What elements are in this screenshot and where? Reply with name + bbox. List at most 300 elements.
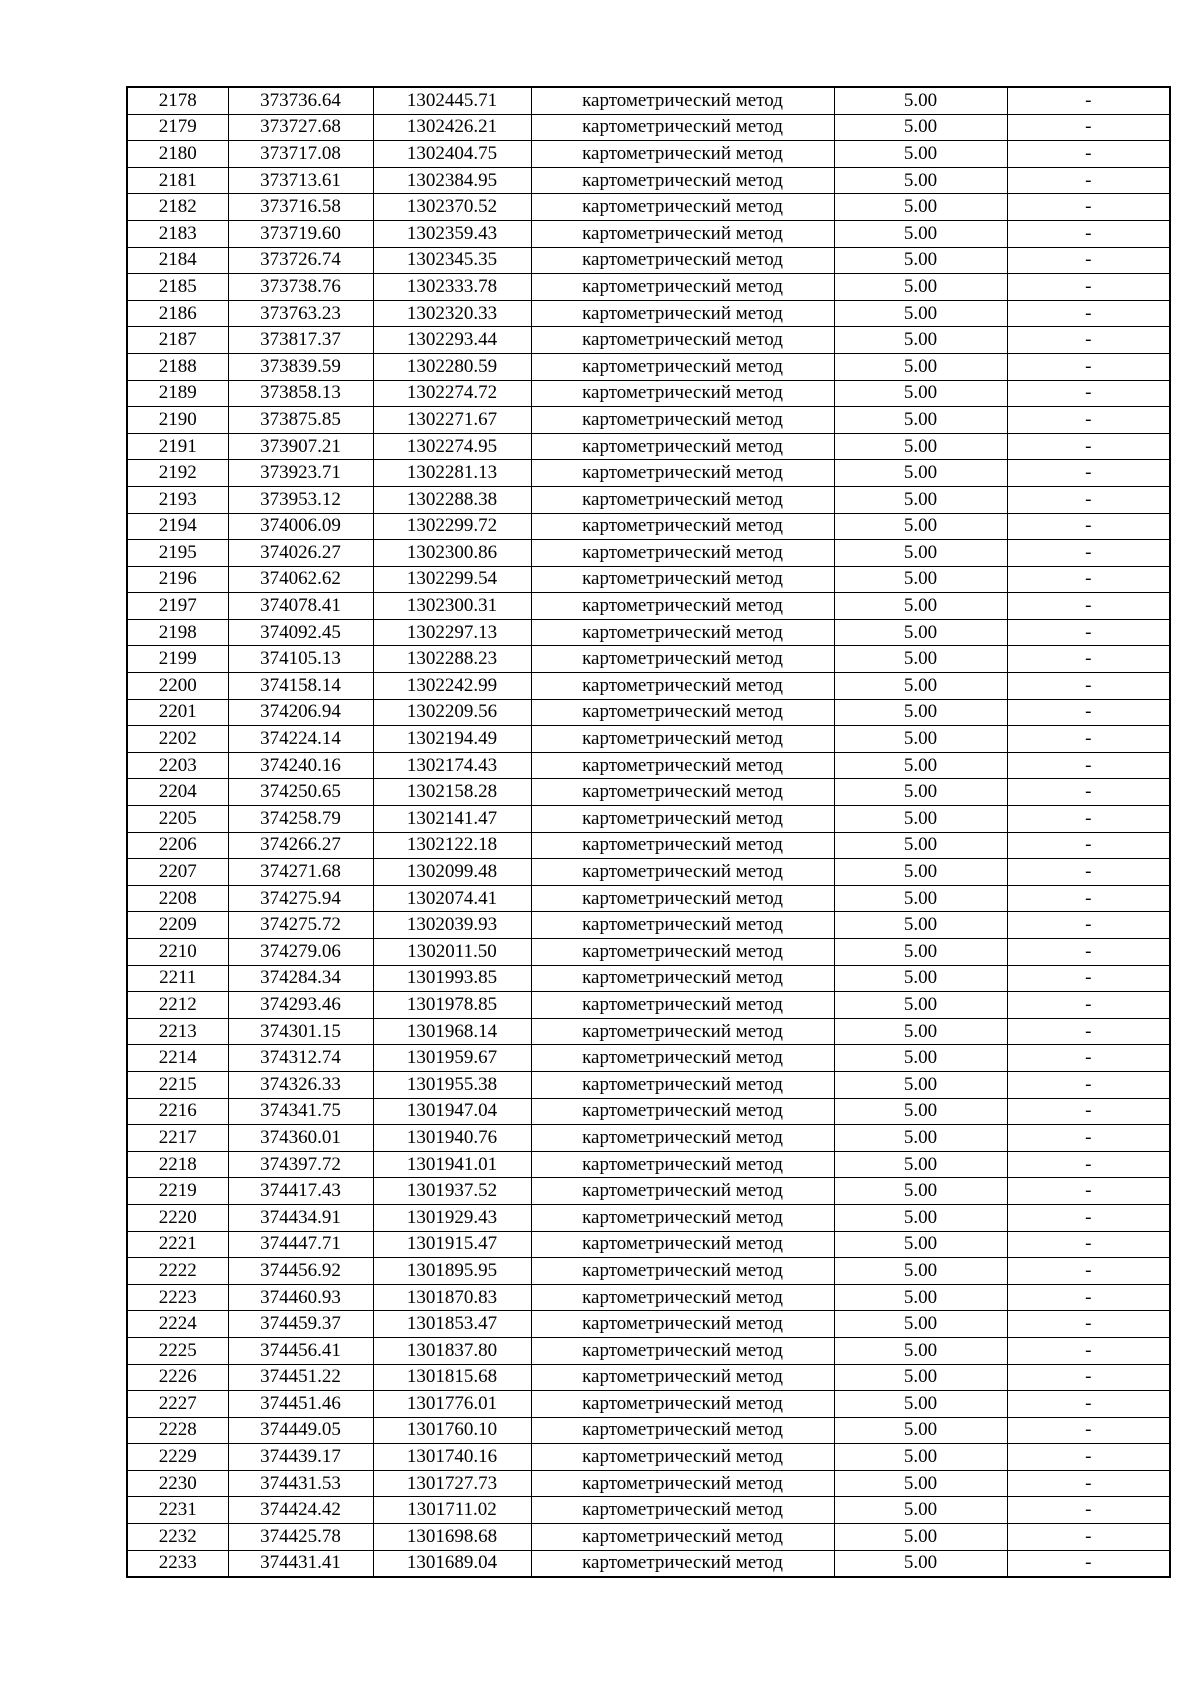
- description-cell: -: [1007, 1045, 1170, 1072]
- accuracy-cell: 5.00: [834, 939, 1007, 966]
- table-row: [127, 939, 1170, 966]
- accuracy-cell: 5.00: [834, 167, 1007, 194]
- description-cell: -: [1007, 380, 1170, 407]
- point-number-cell: 2192: [127, 460, 228, 487]
- method-cell: картометрический метод: [531, 513, 834, 540]
- x-coordinate-cell: 373726.74: [228, 247, 373, 274]
- accuracy-cell: 5.00: [834, 806, 1007, 833]
- x-coordinate-cell: 374026.27: [228, 540, 373, 567]
- x-coordinate-cell: 374425.78: [228, 1524, 373, 1551]
- x-coordinate-cell: 374397.72: [228, 1151, 373, 1178]
- y-coordinate-cell: 1301968.14: [373, 1018, 531, 1045]
- method-cell: картометрический метод: [531, 593, 834, 620]
- description-cell: -: [1007, 832, 1170, 859]
- x-coordinate-cell: 374158.14: [228, 673, 373, 700]
- table-row: [127, 300, 1170, 327]
- table-row: [127, 1258, 1170, 1285]
- table-row: [127, 460, 1170, 487]
- description-cell: -: [1007, 353, 1170, 380]
- point-number-cell: 2183: [127, 220, 228, 247]
- description-cell: -: [1007, 1125, 1170, 1152]
- table-row: [127, 353, 1170, 380]
- y-coordinate-cell: 1302242.99: [373, 673, 531, 700]
- method-cell: картометрический метод: [531, 752, 834, 779]
- method-cell: картометрический метод: [531, 274, 834, 301]
- y-coordinate-cell: 1302011.50: [373, 939, 531, 966]
- table-row: [127, 327, 1170, 354]
- point-number-cell: 2189: [127, 380, 228, 407]
- method-cell: картометрический метод: [531, 300, 834, 327]
- method-cell: картометрический метод: [531, 1470, 834, 1497]
- x-coordinate-cell: 374266.27: [228, 832, 373, 859]
- point-number-cell: 2231: [127, 1497, 228, 1524]
- y-coordinate-cell: 1302426.21: [373, 114, 531, 141]
- method-cell: картометрический метод: [531, 646, 834, 673]
- method-cell: картометрический метод: [531, 1311, 834, 1338]
- point-number-cell: 2204: [127, 779, 228, 806]
- accuracy-cell: 5.00: [834, 1391, 1007, 1418]
- accuracy-cell: 5.00: [834, 1204, 1007, 1231]
- accuracy-cell: 5.00: [834, 566, 1007, 593]
- y-coordinate-cell: 1302300.31: [373, 593, 531, 620]
- accuracy-cell: 5.00: [834, 1098, 1007, 1125]
- table-row: [127, 1550, 1170, 1577]
- x-coordinate-cell: 374250.65: [228, 779, 373, 806]
- table-row: [127, 433, 1170, 460]
- accuracy-cell: 5.00: [834, 407, 1007, 434]
- description-cell: -: [1007, 1391, 1170, 1418]
- description-cell: -: [1007, 1417, 1170, 1444]
- description-cell: -: [1007, 885, 1170, 912]
- accuracy-cell: 5.00: [834, 1284, 1007, 1311]
- table-row: [127, 699, 1170, 726]
- table-row: [127, 885, 1170, 912]
- y-coordinate-cell: 1302445.71: [373, 87, 531, 114]
- y-coordinate-cell: 1301940.76: [373, 1125, 531, 1152]
- x-coordinate-cell: 374293.46: [228, 992, 373, 1019]
- method-cell: картометрический метод: [531, 460, 834, 487]
- accuracy-cell: 5.00: [834, 433, 1007, 460]
- method-cell: картометрический метод: [531, 885, 834, 912]
- description-cell: -: [1007, 433, 1170, 460]
- description-cell: -: [1007, 1204, 1170, 1231]
- accuracy-cell: 5.00: [834, 1470, 1007, 1497]
- x-coordinate-cell: 373923.71: [228, 460, 373, 487]
- point-number-cell: 2214: [127, 1045, 228, 1072]
- method-cell: картометрический метод: [531, 1045, 834, 1072]
- description-cell: -: [1007, 1098, 1170, 1125]
- y-coordinate-cell: 1301993.85: [373, 965, 531, 992]
- y-coordinate-cell: 1302359.43: [373, 220, 531, 247]
- description-cell: -: [1007, 1231, 1170, 1258]
- x-coordinate-cell: 374456.92: [228, 1258, 373, 1285]
- method-cell: картометрический метод: [531, 114, 834, 141]
- x-coordinate-cell: 374456.41: [228, 1337, 373, 1364]
- description-cell: -: [1007, 965, 1170, 992]
- description-cell: -: [1007, 1178, 1170, 1205]
- table-row: [127, 1391, 1170, 1418]
- table-row: [127, 1071, 1170, 1098]
- table-row: [127, 407, 1170, 434]
- description-cell: -: [1007, 1337, 1170, 1364]
- point-number-cell: 2182: [127, 194, 228, 221]
- x-coordinate-cell: 373727.68: [228, 114, 373, 141]
- description-cell: -: [1007, 540, 1170, 567]
- table-row: [127, 1151, 1170, 1178]
- table-row: [127, 540, 1170, 567]
- description-cell: -: [1007, 1151, 1170, 1178]
- y-coordinate-cell: 1301711.02: [373, 1497, 531, 1524]
- point-number-cell: 2197: [127, 593, 228, 620]
- method-cell: картометрический метод: [531, 1071, 834, 1098]
- y-coordinate-cell: 1302300.86: [373, 540, 531, 567]
- method-cell: картометрический метод: [531, 859, 834, 886]
- table-row: [127, 1125, 1170, 1152]
- method-cell: картометрический метод: [531, 806, 834, 833]
- method-cell: картометрический метод: [531, 673, 834, 700]
- point-number-cell: 2227: [127, 1391, 228, 1418]
- point-number-cell: 2194: [127, 513, 228, 540]
- method-cell: картометрический метод: [531, 779, 834, 806]
- point-number-cell: 2198: [127, 619, 228, 646]
- x-coordinate-cell: 373719.60: [228, 220, 373, 247]
- accuracy-cell: 5.00: [834, 141, 1007, 168]
- point-number-cell: 2203: [127, 752, 228, 779]
- method-cell: картометрический метод: [531, 1364, 834, 1391]
- description-cell: -: [1007, 460, 1170, 487]
- point-number-cell: 2184: [127, 247, 228, 274]
- point-number-cell: 2179: [127, 114, 228, 141]
- method-cell: картометрический метод: [531, 1444, 834, 1471]
- y-coordinate-cell: 1302299.54: [373, 566, 531, 593]
- point-number-cell: 2209: [127, 912, 228, 939]
- table-row: [127, 513, 1170, 540]
- point-number-cell: 2206: [127, 832, 228, 859]
- accuracy-cell: 5.00: [834, 699, 1007, 726]
- y-coordinate-cell: 1302274.72: [373, 380, 531, 407]
- table-row: [127, 806, 1170, 833]
- point-number-cell: 2224: [127, 1311, 228, 1338]
- description-cell: -: [1007, 646, 1170, 673]
- point-number-cell: 2216: [127, 1098, 228, 1125]
- point-number-cell: 2207: [127, 859, 228, 886]
- y-coordinate-cell: 1301837.80: [373, 1337, 531, 1364]
- point-number-cell: 2233: [127, 1550, 228, 1577]
- point-number-cell: 2232: [127, 1524, 228, 1551]
- method-cell: картометрический метод: [531, 327, 834, 354]
- accuracy-cell: 5.00: [834, 885, 1007, 912]
- table-row: [127, 114, 1170, 141]
- table-row: [127, 194, 1170, 221]
- method-cell: картометрический метод: [531, 1231, 834, 1258]
- y-coordinate-cell: 1301776.01: [373, 1391, 531, 1418]
- x-coordinate-cell: 373717.08: [228, 141, 373, 168]
- accuracy-cell: 5.00: [834, 1524, 1007, 1551]
- table-row: [127, 1045, 1170, 1072]
- table-row: [127, 992, 1170, 1019]
- table-row: [127, 832, 1170, 859]
- y-coordinate-cell: 1302141.47: [373, 806, 531, 833]
- x-coordinate-cell: 374451.46: [228, 1391, 373, 1418]
- table-row: [127, 141, 1170, 168]
- description-cell: -: [1007, 1470, 1170, 1497]
- y-coordinate-cell: 1301978.85: [373, 992, 531, 1019]
- point-number-cell: 2187: [127, 327, 228, 354]
- x-coordinate-cell: 374078.41: [228, 593, 373, 620]
- y-coordinate-cell: 1302122.18: [373, 832, 531, 859]
- y-coordinate-cell: 1301947.04: [373, 1098, 531, 1125]
- accuracy-cell: 5.00: [834, 965, 1007, 992]
- method-cell: картометрический метод: [531, 1098, 834, 1125]
- accuracy-cell: 5.00: [834, 1125, 1007, 1152]
- table-row: [127, 726, 1170, 753]
- table-row: [127, 1444, 1170, 1471]
- description-cell: -: [1007, 1497, 1170, 1524]
- accuracy-cell: 5.00: [834, 353, 1007, 380]
- description-cell: -: [1007, 1284, 1170, 1311]
- description-cell: -: [1007, 194, 1170, 221]
- method-cell: картометрический метод: [531, 353, 834, 380]
- method-cell: картометрический метод: [531, 407, 834, 434]
- method-cell: картометрический метод: [531, 141, 834, 168]
- point-number-cell: 2180: [127, 141, 228, 168]
- accuracy-cell: 5.00: [834, 194, 1007, 221]
- y-coordinate-cell: 1302288.38: [373, 486, 531, 513]
- description-cell: -: [1007, 486, 1170, 513]
- point-number-cell: 2200: [127, 673, 228, 700]
- x-coordinate-cell: 374417.43: [228, 1178, 373, 1205]
- table-row: [127, 593, 1170, 620]
- point-number-cell: 2193: [127, 486, 228, 513]
- accuracy-cell: 5.00: [834, 513, 1007, 540]
- x-coordinate-cell: 374434.91: [228, 1204, 373, 1231]
- x-coordinate-cell: 374459.37: [228, 1311, 373, 1338]
- x-coordinate-cell: 374279.06: [228, 939, 373, 966]
- x-coordinate-cell: 374326.33: [228, 1071, 373, 1098]
- method-cell: картометрический метод: [531, 220, 834, 247]
- description-cell: -: [1007, 300, 1170, 327]
- x-coordinate-cell: 374092.45: [228, 619, 373, 646]
- method-cell: картометрический метод: [531, 1417, 834, 1444]
- x-coordinate-cell: 373817.37: [228, 327, 373, 354]
- x-coordinate-cell: 373713.61: [228, 167, 373, 194]
- accuracy-cell: 5.00: [834, 1444, 1007, 1471]
- table-row: [127, 673, 1170, 700]
- point-number-cell: 2218: [127, 1151, 228, 1178]
- description-cell: -: [1007, 1258, 1170, 1285]
- method-cell: картометрический метод: [531, 1550, 834, 1577]
- description-cell: -: [1007, 859, 1170, 886]
- method-cell: картометрический метод: [531, 699, 834, 726]
- x-coordinate-cell: 374284.34: [228, 965, 373, 992]
- point-number-cell: 2208: [127, 885, 228, 912]
- point-number-cell: 2191: [127, 433, 228, 460]
- accuracy-cell: 5.00: [834, 300, 1007, 327]
- description-cell: -: [1007, 1018, 1170, 1045]
- table-row: [127, 380, 1170, 407]
- point-number-cell: 2181: [127, 167, 228, 194]
- accuracy-cell: 5.00: [834, 752, 1007, 779]
- description-cell: -: [1007, 1444, 1170, 1471]
- description-cell: -: [1007, 87, 1170, 114]
- x-coordinate-cell: 374275.94: [228, 885, 373, 912]
- y-coordinate-cell: 1302194.49: [373, 726, 531, 753]
- x-coordinate-cell: 374431.53: [228, 1470, 373, 1497]
- y-coordinate-cell: 1302320.33: [373, 300, 531, 327]
- description-cell: -: [1007, 1524, 1170, 1551]
- description-cell: -: [1007, 274, 1170, 301]
- table-row: [127, 87, 1170, 114]
- table-row: [127, 1098, 1170, 1125]
- y-coordinate-cell: 1302280.59: [373, 353, 531, 380]
- y-coordinate-cell: 1302074.41: [373, 885, 531, 912]
- table-row: [127, 1178, 1170, 1205]
- accuracy-cell: 5.00: [834, 859, 1007, 886]
- y-coordinate-cell: 1302281.13: [373, 460, 531, 487]
- method-cell: картометрический метод: [531, 566, 834, 593]
- table-row: [127, 1337, 1170, 1364]
- x-coordinate-cell: 373839.59: [228, 353, 373, 380]
- description-cell: -: [1007, 992, 1170, 1019]
- table-row: [127, 247, 1170, 274]
- x-coordinate-cell: 374301.15: [228, 1018, 373, 1045]
- accuracy-cell: 5.00: [834, 1364, 1007, 1391]
- accuracy-cell: 5.00: [834, 1151, 1007, 1178]
- point-number-cell: 2221: [127, 1231, 228, 1258]
- description-cell: -: [1007, 726, 1170, 753]
- point-number-cell: 2199: [127, 646, 228, 673]
- method-cell: картометрический метод: [531, 87, 834, 114]
- point-number-cell: 2178: [127, 87, 228, 114]
- description-cell: -: [1007, 619, 1170, 646]
- method-cell: картометрический метод: [531, 832, 834, 859]
- accuracy-cell: 5.00: [834, 220, 1007, 247]
- method-cell: картометрический метод: [531, 247, 834, 274]
- table-row: [127, 1204, 1170, 1231]
- y-coordinate-cell: 1301959.67: [373, 1045, 531, 1072]
- method-cell: картометрический метод: [531, 433, 834, 460]
- y-coordinate-cell: 1302174.43: [373, 752, 531, 779]
- y-coordinate-cell: 1302271.67: [373, 407, 531, 434]
- accuracy-cell: 5.00: [834, 912, 1007, 939]
- accuracy-cell: 5.00: [834, 779, 1007, 806]
- accuracy-cell: 5.00: [834, 1071, 1007, 1098]
- description-cell: -: [1007, 407, 1170, 434]
- method-cell: картометрический метод: [531, 167, 834, 194]
- y-coordinate-cell: 1302039.93: [373, 912, 531, 939]
- description-cell: -: [1007, 1311, 1170, 1338]
- x-coordinate-cell: 374271.68: [228, 859, 373, 886]
- point-number-cell: 2202: [127, 726, 228, 753]
- table-row: [127, 619, 1170, 646]
- method-cell: картометрический метод: [531, 992, 834, 1019]
- point-number-cell: 2219: [127, 1178, 228, 1205]
- method-cell: картометрический метод: [531, 486, 834, 513]
- y-coordinate-cell: 1301915.47: [373, 1231, 531, 1258]
- table-row: [127, 274, 1170, 301]
- point-number-cell: 2186: [127, 300, 228, 327]
- description-cell: -: [1007, 114, 1170, 141]
- point-number-cell: 2196: [127, 566, 228, 593]
- method-cell: картометрический метод: [531, 939, 834, 966]
- table-row: [127, 1470, 1170, 1497]
- method-cell: картометрический метод: [531, 1391, 834, 1418]
- method-cell: картометрический метод: [531, 1178, 834, 1205]
- x-coordinate-cell: 374275.72: [228, 912, 373, 939]
- x-coordinate-cell: 373716.58: [228, 194, 373, 221]
- x-coordinate-cell: 374240.16: [228, 752, 373, 779]
- description-cell: -: [1007, 806, 1170, 833]
- method-cell: картометрический метод: [531, 1151, 834, 1178]
- point-number-cell: 2190: [127, 407, 228, 434]
- point-number-cell: 2201: [127, 699, 228, 726]
- y-coordinate-cell: 1301895.95: [373, 1258, 531, 1285]
- y-coordinate-cell: 1302299.72: [373, 513, 531, 540]
- method-cell: картометрический метод: [531, 540, 834, 567]
- description-cell: -: [1007, 939, 1170, 966]
- accuracy-cell: 5.00: [834, 1337, 1007, 1364]
- accuracy-cell: 5.00: [834, 486, 1007, 513]
- table-row: [127, 859, 1170, 886]
- accuracy-cell: 5.00: [834, 1497, 1007, 1524]
- x-coordinate-cell: 373738.76: [228, 274, 373, 301]
- method-cell: картометрический метод: [531, 1125, 834, 1152]
- description-cell: -: [1007, 752, 1170, 779]
- y-coordinate-cell: 1301698.68: [373, 1524, 531, 1551]
- point-number-cell: 2220: [127, 1204, 228, 1231]
- accuracy-cell: 5.00: [834, 247, 1007, 274]
- description-cell: -: [1007, 1364, 1170, 1391]
- table-row: [127, 167, 1170, 194]
- x-coordinate-cell: 374360.01: [228, 1125, 373, 1152]
- y-coordinate-cell: 1301740.16: [373, 1444, 531, 1471]
- method-cell: картометрический метод: [531, 965, 834, 992]
- x-coordinate-cell: 374312.74: [228, 1045, 373, 1072]
- method-cell: картометрический метод: [531, 1524, 834, 1551]
- method-cell: картометрический метод: [531, 1258, 834, 1285]
- y-coordinate-cell: 1302297.13: [373, 619, 531, 646]
- y-coordinate-cell: 1301941.01: [373, 1151, 531, 1178]
- y-coordinate-cell: 1301815.68: [373, 1364, 531, 1391]
- description-cell: -: [1007, 699, 1170, 726]
- y-coordinate-cell: 1302333.78: [373, 274, 531, 301]
- accuracy-cell: 5.00: [834, 114, 1007, 141]
- table-row: [127, 1231, 1170, 1258]
- accuracy-cell: 5.00: [834, 274, 1007, 301]
- description-cell: -: [1007, 1550, 1170, 1577]
- x-coordinate-cell: 373907.21: [228, 433, 373, 460]
- y-coordinate-cell: 1302274.95: [373, 433, 531, 460]
- point-number-cell: 2229: [127, 1444, 228, 1471]
- y-coordinate-cell: 1301760.10: [373, 1417, 531, 1444]
- y-coordinate-cell: 1301870.83: [373, 1284, 531, 1311]
- table-row: [127, 1417, 1170, 1444]
- table-row: [127, 566, 1170, 593]
- y-coordinate-cell: 1302099.48: [373, 859, 531, 886]
- x-coordinate-cell: 374105.13: [228, 646, 373, 673]
- method-cell: картометрический метод: [531, 1497, 834, 1524]
- description-cell: -: [1007, 247, 1170, 274]
- table-row: [127, 646, 1170, 673]
- table-row: [127, 220, 1170, 247]
- table-row: [127, 1311, 1170, 1338]
- x-coordinate-cell: 374449.05: [228, 1417, 373, 1444]
- y-coordinate-cell: 1301853.47: [373, 1311, 531, 1338]
- accuracy-cell: 5.00: [834, 1550, 1007, 1577]
- point-number-cell: 2230: [127, 1470, 228, 1497]
- x-coordinate-cell: 374258.79: [228, 806, 373, 833]
- x-coordinate-cell: 374447.71: [228, 1231, 373, 1258]
